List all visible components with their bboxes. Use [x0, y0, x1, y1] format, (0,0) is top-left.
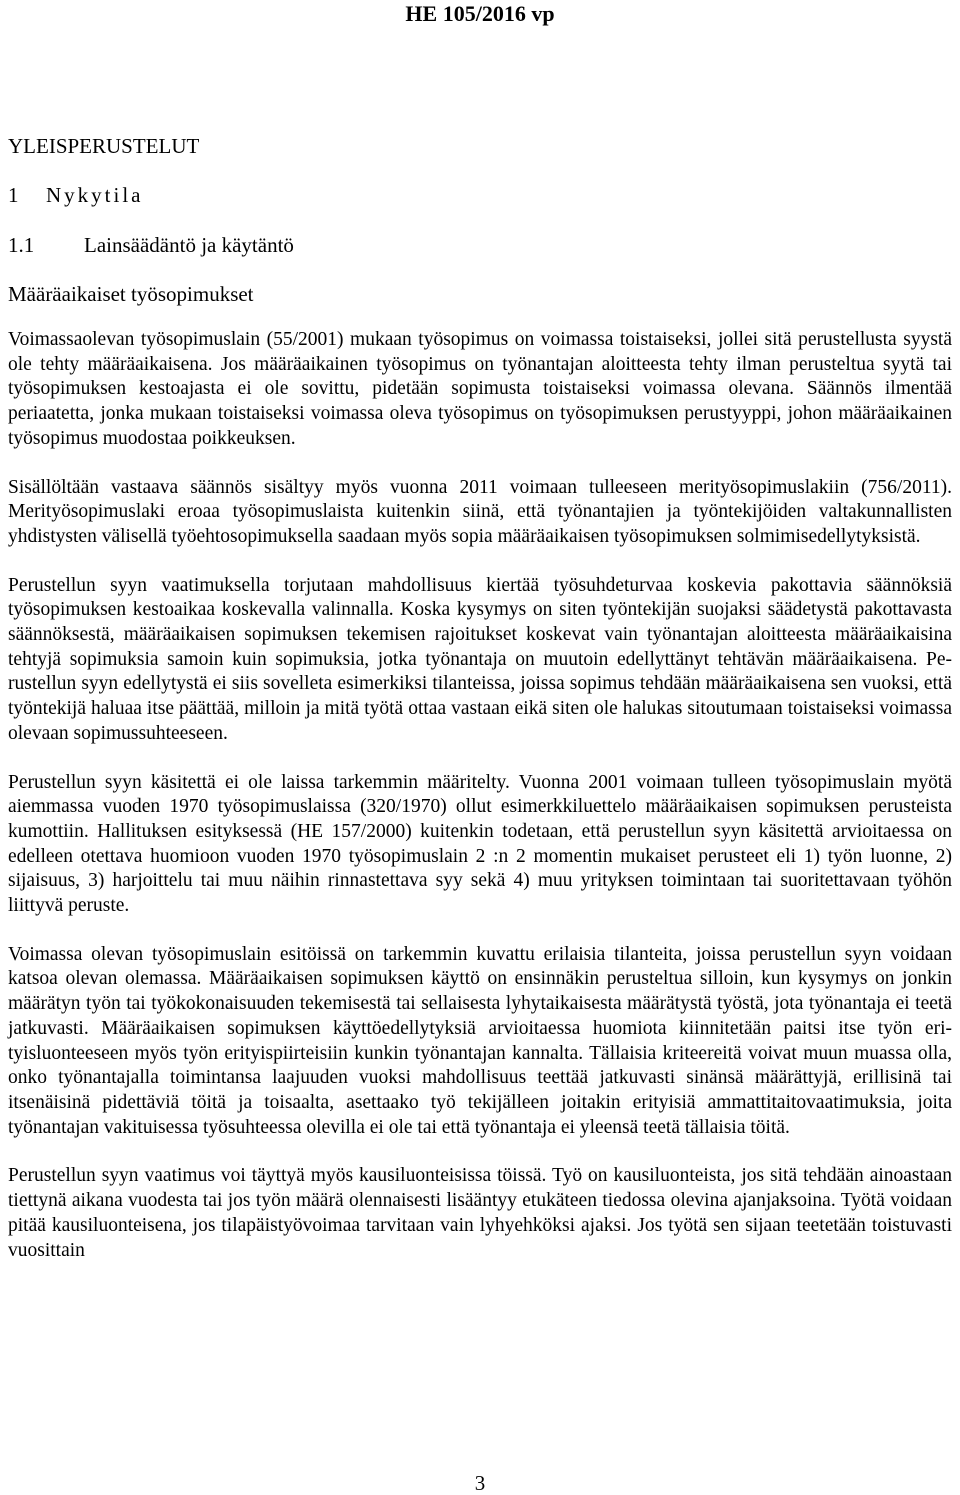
- document-page: [8, 0, 952, 1263]
- paragraph: Perustellun syyn vaatimus voi täyttyä myös kausiluonteisissa töissä. Työ on kausiluonteista, jos sitä tehdään ainoastaan tiettynä aikana vuodesta tai jos työn määrä olennaisesti lisääntyy etukäteen tiedossa olevina ajanjaksoina. Työtä voidaan pitää kausiluonteisena, jos tilapäistyövoimaa tarvitaan vain lyhyehköksi ajaksi. Jos työtä sen sijaan teetetään toistuvasti vuosittain: [8, 1165, 952, 1261]
- subsection-title: Lainsäädäntö ja käytäntö: [84, 233, 294, 257]
- subsection-number: 1.1: [8, 233, 35, 257]
- page-number: 3: [474, 1471, 486, 1495]
- document-header: HE 105/2016 vp: [405, 1, 555, 26]
- section-heading: [8, 182, 952, 208]
- paragraph: Perustellun syyn käsitettä ei ole laissa tarkemmin määritelty. Vuonna 2001 voimaan tulleen työsopimuslain myötä aiemmassa vuoden 1970 työsopimuslaissa (320/1970) ollut esimerkkiluettelo määräaikaisen sopimuksen perusteista kumottiin. Hallituksen esityksessä (HE 157/2000) kuitenkin todetaan, että perustellun syyn käsitettä arvioitaessa on edelleen otettava huomioon vuoden 1970 työsopimuslain 2 :n 2 momentin mukaiset perusteet eli 1) työn luonne, 2) sijaisuus, 3) harjoittelu tai muu näihin rinnastettava syy sekä 4) muu yrityksen toimintaan tai suoritettavaan työhön liittyvä peruste.: [8, 771, 952, 917]
- subsection-heading: [8, 232, 952, 258]
- section-number: 1: [8, 183, 19, 207]
- section-title: Nykytila: [46, 183, 144, 207]
- paragraph: Voimassaolevan työsopimuslain (55/2001) mukaan työsopimus on voimassa toistaiseksi, jollei sitä perustellusta syystä ole tehty määräaikaisena. Jos määräaikainen työsopimus on työnantajan aloitteesta tehty ilman perusteltua syytä tai työsopimuksen kestoajasta ei ole sovittu, pidetään sopimusta toistaiseksi voimassa olevana. Säännös ilmentää periaatetta, jonka mukaan toistaiseksi voimassa oleva työsopimus on työsopimuksen perustyyppi, johon määräaikainen työsopimus muodostaa poikkeuksen.: [8, 329, 952, 449]
- topic-heading: Määräaikaiset työsopimukset: [8, 282, 254, 306]
- paragraph: Sisällöltään vastaava säännös sisältyy myös vuonna 2011 voimaan tulleeseen merityösopimuslakiin (756/2011). Merityösopimuslaki eroaa työsopimuslaista kuitenkin siinä, että työnantajien ja työntekijöiden valtakunnallisten yhdistysten välisellä työehtosopimuksella saadaan myös sopia määräaikaisen työsopimuksen solmimisedellytyksistä.: [8, 476, 952, 547]
- main-heading: YLEISPERUSTELUT: [8, 134, 200, 158]
- paragraph: Voimassa olevan työsopimuslain esitöissä on tarkemmin kuvattu erilaisia tilanteita, joissa perustellun syyn voidaan katsoa olevan olemassa. Määräaikaisen sopimuksen käyttö on ensinnäkin perusteltua silloin, kun kysymys on jonkin määrätyn työn tai työkokonaisuuden tekemisestä tai sellaisesta lyhytaikaisesta määrätystä työstä, jota työnantaja ei teetä jatkuvasti. Määräaikaisen sopimuksen käyttöedellytyksiä arvioitaessa huomiota kiinnitetään paitsi itse työn erityisluonteeseen myös työn erityispiirteisiin kunkin työnantajan kannalta. Tällaisia kriteereitä voivat muun muassa olla, onko työnantajalla toimintansa laajuuden vuoksi mahdollisuus teettää jatkuvasti sinänsä määrättyjä, erillisinä tai itsenäisinä pidettäviä töitä ja toisaalta, asettaako työ tekijälleen joitakin erityisiä ammattitaitovaatimuksia, joita työnantajan vakituisessa työsuhteessa olevilla ei ole tai että työnantaja ei yleensä teetä tällaisia töitä.: [8, 943, 952, 1138]
- paragraph: Perustellun syyn vaatimuksella torjutaan mahdollisuus kiertää työsuhdeturvaa koskevia pakottavia säännöksiä työsopimuksen kestoaikaa koskevalla valinnalla. Koska kysymys on siten työntekijän suojaksi säädetystä pakottavasta säännöksestä, määräaikaisen sopimuksen tekemisen rajoitukset koskevat vain työnantajan aloitteesta määräaikaisina tehtyjä sopimuksia samoin kuin sopimuksia, jotka työnantaja on muutoin edellyttänyt tehtävän määräaikaisena. Perustellun syyn edellytystä ei siis sovelleta esimerkiksi tilanteissa, joissa sopimus tehdään määräaikaisena sen vuoksi, että työntekijä haluaa itse päättää, milloin ja mitä työtä ottaa vastaan eikä siten ole halukas sitoutumaan toistaiseksi voimassa olevaan sopimussuhteeseen.: [8, 574, 952, 744]
